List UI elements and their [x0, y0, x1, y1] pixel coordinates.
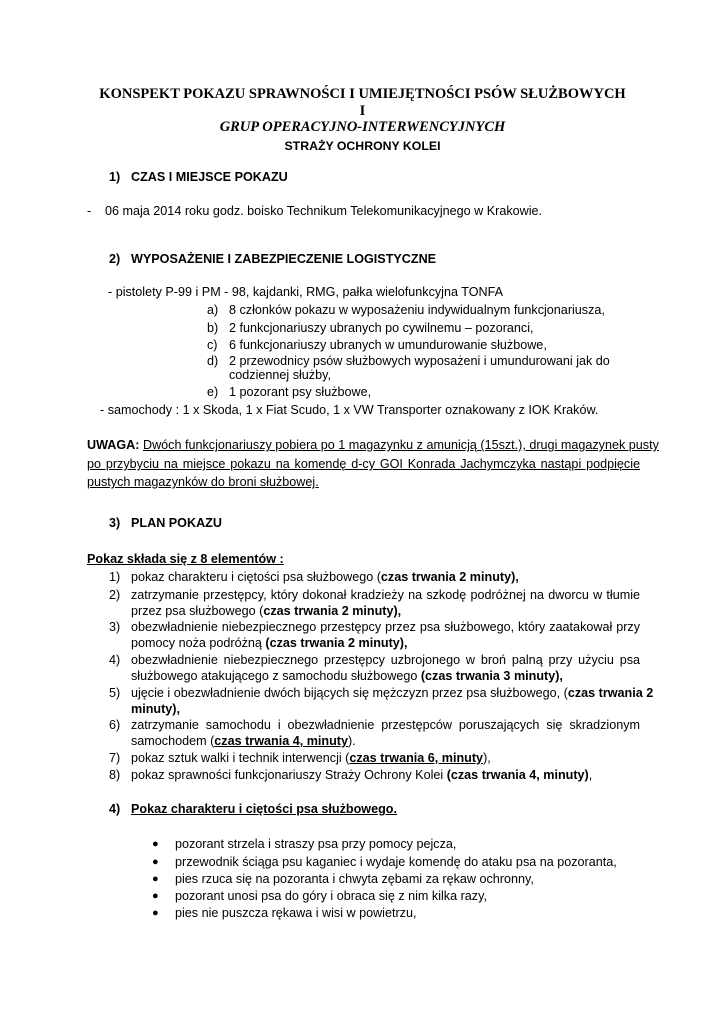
section3-title: PLAN POKAZU — [131, 516, 222, 530]
plan-item-text-end: ). — [347, 734, 356, 748]
section2-item-letter: a) — [207, 303, 219, 317]
plan-item-line — [131, 685, 654, 702]
bullet-icon: ● — [152, 838, 159, 850]
title-line-2: I — [359, 103, 366, 119]
plan-item-text: obezwładnienie niebezpiecznego przestępcy przez psa służbowego, który zaatakował przy — [131, 620, 640, 634]
section4-title: Pokaz charakteru i ciętości psa służbowego. — [131, 802, 397, 816]
section2-item-text: 2 przewodnicy psów służbowych wyposażeni i umundurowani jak do — [229, 354, 610, 368]
section2-item-letter: b) — [207, 321, 219, 335]
plan-item-text: przez psa służbowego ( — [131, 604, 264, 618]
bullet-icon: ● — [152, 890, 159, 902]
section3-number: 3) — [109, 516, 121, 530]
section1-number: 1) — [109, 170, 121, 184]
plan-item-text: obezwładnienie niebezpiecznego przestępcy uzbrojonego w broń palną przy użyciu psa — [131, 653, 640, 667]
bullet-text: pozorant strzela i straszy psa przy pomocy pejcza, — [175, 837, 457, 851]
plan-item-number: 2) — [109, 588, 121, 602]
plan-item-number: 3) — [109, 620, 121, 634]
warning-text-1: Dwóch funkcjonariuszy pobiera po 1 magazynku z amunicją (15szt.), drugi magazynek pusty — [142, 438, 659, 452]
plan-item-text: pomocy noża podróżną — [131, 636, 266, 650]
plan-item-line — [131, 668, 563, 685]
warning-label: UWAGA: — [87, 438, 140, 452]
section4-number: 4) — [109, 802, 121, 816]
plan-item-line — [131, 603, 401, 620]
section2-item-letter: c) — [207, 338, 218, 352]
plan-item-duration: czas trwania 6, minuty — [349, 751, 484, 765]
plan-item-text: ujęcie i obezwładnienie dwóch bijących się mężczyzn przez psa służbowego, ( — [131, 686, 568, 700]
plan-item-line — [131, 767, 592, 784]
bullet-icon: ● — [152, 873, 159, 885]
plan-item-line — [131, 750, 491, 767]
section2-cars: - samochody : 1 x Skoda, 1 x Fiat Scudo, 1 x VW Transporter oznakowany z IOK Kraków. — [100, 403, 599, 417]
plan-item-duration: czas trwania 2 minuty), — [263, 604, 402, 618]
plan-item-number: 4) — [109, 653, 121, 667]
plan-item-text: pokaz sprawności funkcjonariuszy Straży Ochrony Kolei — [131, 768, 447, 782]
bullet-text: pozorant unosi psa do góry i obraca się z nim kilka razy, — [175, 889, 487, 903]
section2-item-letter: d) — [207, 354, 219, 368]
plan-item-text: samochodem ( — [131, 734, 215, 748]
plan-item-duration: minuty), — [131, 702, 180, 716]
bullet-text: przewodnik ściąga psu kaganiec i wydaje komendę do ataku psa na pozoranta, — [175, 855, 617, 869]
plan-item-line — [131, 569, 519, 586]
section2-item-text: 8 członków pokazu w wyposażeniu indywidualnym funkcjonariusza, — [229, 303, 605, 317]
plan-item-number: 5) — [109, 686, 121, 700]
warning-line-3: pustych magazynków do broni służbowej. — [87, 475, 319, 489]
warning-line-2: po przybyciu na miejsce pokazu na komendę d-cy GOI Konrada Jachymczyka nastąpi podpięcie — [87, 457, 640, 471]
plan-item-duration: czas trwania 2 — [567, 686, 654, 700]
plan-item-number: 7) — [109, 751, 121, 765]
title-line-3: GRUP OPERACYJNO-INTERWENCYJNYCH — [219, 119, 506, 135]
plan-item-duration: (czas trwania 3 minuty), — [420, 669, 563, 683]
plan-item-line — [131, 733, 356, 750]
plan-item-duration: czas trwania 2 minuty), — [380, 570, 519, 584]
title-line-4: STRAŻY OCHRONY KOLEI — [284, 139, 441, 153]
section1-text: 06 maja 2014 roku godz. boisko Technikum Telekomunikacyjnego w Krakowie. — [105, 204, 543, 218]
plan-item-duration: czas trwania 4, minuty — [214, 734, 348, 748]
bullet-icon: ● — [152, 856, 159, 868]
plan-item-number: 6) — [109, 718, 121, 732]
plan-item-duration: (czas trwania 4, minuty) — [446, 768, 589, 782]
plan-item-text-end: ), — [483, 751, 491, 765]
section2-title: WYPOSAŻENIE I ZABEZPIECZENIE LOGISTYCZNE — [131, 252, 437, 266]
section2-weapons: - pistolety P-99 i PM - 98, kajdanki, RMG, pałka wielofunkcyjna TONFA — [108, 285, 503, 299]
title-line-1: KONSPEKT POKAZU SPRAWNOŚCI I UMIEJĘTNOŚCI PSÓW SŁUŻBOWYCH — [99, 86, 626, 102]
bullet-text: pies rzuca się na pozoranta i chwyta zębami za rękaw ochronny, — [175, 872, 534, 886]
section2-item-text: 2 funkcjonariuszy ubranych po cywilnemu – pozoranci, — [229, 321, 534, 335]
bullet-icon: ● — [152, 907, 159, 919]
plan-item-text: pokaz charakteru i ciętości psa służbowego ( — [131, 570, 381, 584]
section2-item-text-continued: codziennej służby, — [229, 368, 331, 382]
plan-item-line — [131, 635, 408, 652]
plan-item-text: zatrzymanie przestępcy, który dokonał kradzieży na szkodę podróżnej na dworcu w tłumie — [131, 588, 640, 602]
warning-line-1 — [87, 437, 659, 454]
bullet-text: pies nie puszcza rękawa i wisi w powietrzu, — [175, 906, 417, 920]
section2-number: 2) — [109, 252, 121, 266]
plan-item-text: zatrzymanie samochodu i obezwładnienie przestępców poruszających się skradzionym — [131, 718, 640, 732]
section3-intro: Pokaz składa się z 8 elementów : — [87, 552, 284, 566]
plan-item-text: pokaz sztuk walki i technik interwencji ( — [131, 751, 350, 765]
plan-item-duration: (czas trwania 2 minuty), — [265, 636, 408, 650]
section1-title: CZAS I MIEJSCE POKAZU — [131, 170, 288, 184]
section2-item-text: 6 funkcjonariuszy ubranych w umundurowanie służbowe, — [229, 338, 547, 352]
plan-item-number: 8) — [109, 768, 121, 782]
section2-item-letter: e) — [207, 385, 219, 399]
plan-item-text-end: , — [588, 768, 593, 782]
plan-item-text: służbowego atakującego z samochodu służbowego — [131, 669, 421, 683]
section1-dash: - — [87, 204, 92, 218]
plan-item-number: 1) — [109, 570, 121, 584]
section2-item-text: 1 pozorant psy służbowe, — [229, 385, 372, 399]
